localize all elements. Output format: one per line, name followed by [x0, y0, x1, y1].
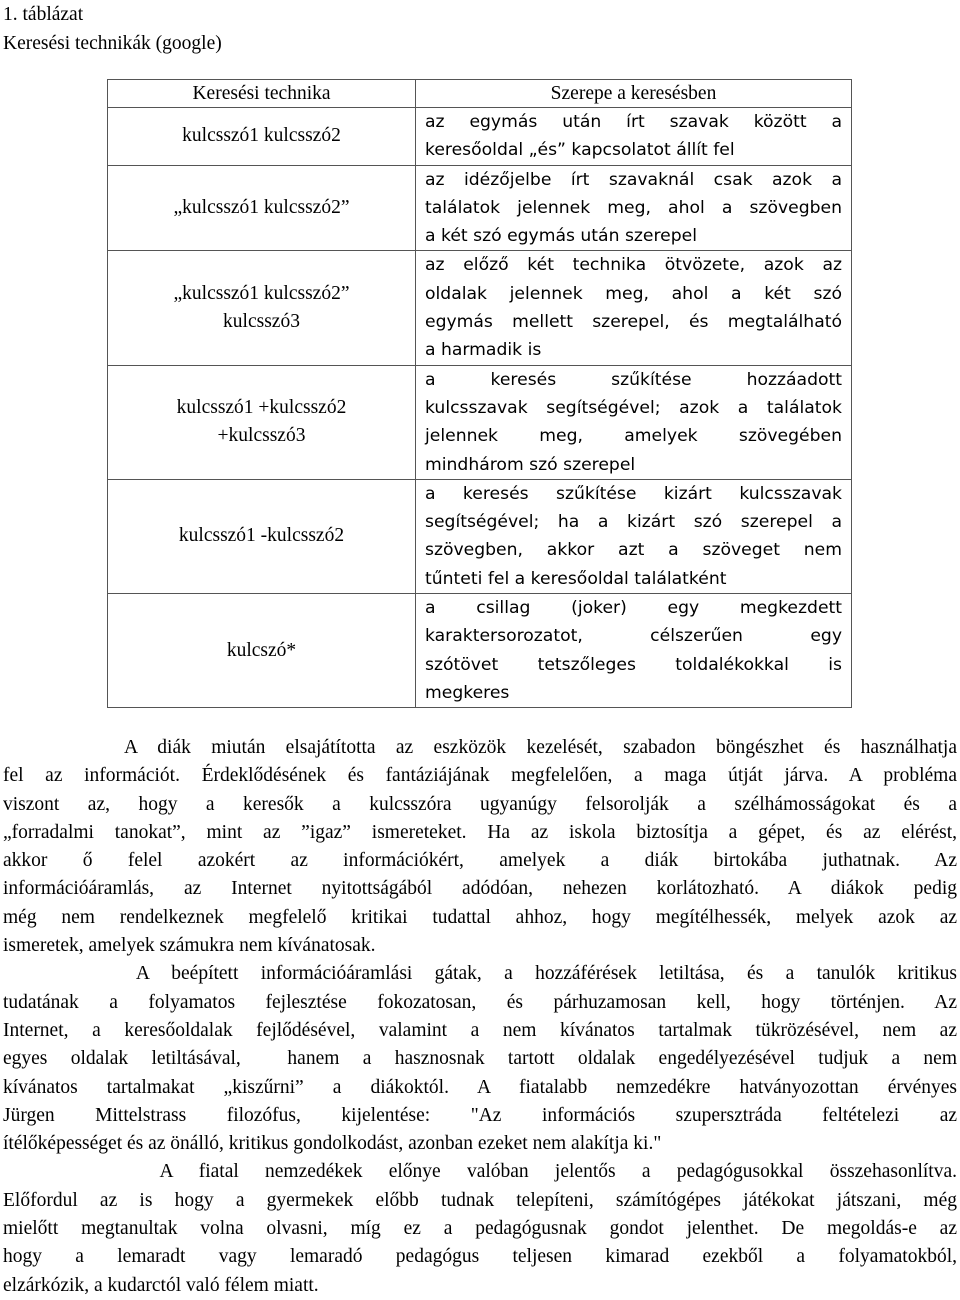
paragraph-line: akkor ő felel azokért az információkért, amelyek a diák birtokába juthatnak. Az — [3, 850, 957, 872]
role-line: az előző két technika ötvözete, azok az — [425, 255, 842, 276]
role-line: szótövet tetszőleges toldalékokkal is — [425, 654, 842, 675]
technique-cell — [108, 165, 416, 251]
technique-cell — [108, 479, 416, 593]
paragraph-line: A fiatal nemzedékek előnye valóban jelentős a pedagógusokkal összehasonlítva. — [3, 1161, 957, 1183]
header-role: Szerepe a keresésben — [416, 80, 852, 108]
role-cell — [416, 251, 852, 365]
body-paragraph — [3, 960, 957, 1158]
role-line: a keresés szűkítése hozzáadott — [425, 369, 842, 390]
paragraph-line: fel az információt. Érdeklődésének és fantáziájának megfelelően, a maga útját járva. A probléma — [3, 765, 957, 787]
paragraph-line: ismeretek, amelyek számukra nem kívánatosak. — [3, 935, 376, 957]
table-body — [108, 108, 852, 708]
role-line: segítségével; ha a kizárt szó szerepel a — [425, 512, 842, 533]
technique-cell — [108, 251, 416, 365]
table-row — [108, 165, 852, 251]
role-line: szövegben, akkor azt a szöveget nem — [425, 540, 842, 561]
body-text — [3, 734, 957, 1300]
role-cell — [416, 479, 852, 593]
caption-number: 1. táblázat — [3, 4, 84, 25]
technique-line: kulcsszó1 +kulcsszó2 — [176, 397, 347, 419]
paragraph-line: viszont az, hogy a keresők a kulcsszóra ugyanúgy felsorolják a szélhámosságokat és a — [3, 793, 957, 815]
paragraph-line: „forradalmi tanokat”, mint az ”igaz” ismereteket. Ha az iskola biztosítja a gépet, és az elérést, — [3, 821, 957, 843]
paragraph-line: A beépített információáramlási gátak, a hozzáférések letiltása, és a tanulók kritikus — [3, 963, 957, 985]
technique-line: kulcsszó3 — [223, 311, 300, 333]
technique-cell — [108, 108, 416, 166]
role-line: a harmadik is — [425, 340, 542, 361]
paragraph-line: Internet, a keresőoldalak fejlődésével, valamint a nem kívánatos tartalmak tükrözésével, nem az — [3, 1019, 957, 1041]
paragraph-line: Jürgen Mittelstrass filozófus, kijelentése: "Az információs szupersztráda feltételezi az — [3, 1104, 957, 1126]
role-line: kulcsszavak segítségével; azok a találatok — [425, 397, 842, 418]
paragraph-line: információáramlás, az Internet nyitottságából adódóan, nehezen korlátozható. A diákok pedig — [3, 878, 957, 900]
role-line: jelennek meg, amelyek szövegében — [425, 426, 842, 447]
paragraph-line: ítélőképességet és az önálló, kritikus gondolkodást, azonban ezeket nem alakítja ki." — [3, 1133, 662, 1155]
role-line: a csillag (joker) egy megkezdett — [425, 598, 842, 619]
role-line: a keresés szűkítése kizárt kulcsszavak — [425, 483, 842, 504]
role-line: tűnteti fel a keresőoldal találatként — [425, 568, 727, 589]
table-header-row — [108, 80, 852, 108]
role-line: találatok jelennek meg, ahol a szövegben — [425, 197, 842, 218]
role-cell — [416, 165, 852, 251]
caption-title: Keresési technikák (google) — [3, 33, 222, 54]
search-techniques-table — [107, 79, 852, 708]
technique-line: „kulcsszó1 kulcsszó2” — [173, 197, 350, 219]
role-line: karaktersorozatot, célszerűen egy — [425, 626, 842, 647]
paragraph-line: egyes oldalak letiltásával, hanem a hasznosnak tartott oldalak engedélyezésével tudjuk a nem — [3, 1048, 957, 1070]
paragraph-line: hogy a lemaradt vagy lemaradó pedagógus teljesen kimarad ezekből a folyamatokból, — [3, 1246, 957, 1268]
technique-line: +kulcsszó3 — [217, 425, 306, 447]
role-line: mindhárom szó szerepel — [425, 454, 636, 475]
paragraph-line: Előfordul az is hogy a gyermekek előbb tudnak telepíteni, számítógépes játékokat játszani, még — [3, 1189, 957, 1211]
technique-line: kulcszó* — [226, 639, 297, 661]
role-line: keresőoldal „és” kapcsolatot állít fel — [425, 140, 735, 161]
header-technique: Keresési technika — [108, 80, 416, 108]
role-line: a két szó egymás után szerepel — [425, 226, 698, 247]
role-line: az idézőjelbe írt szavaknál csak azok a — [425, 169, 842, 190]
role-line: az egymás után írt szavak között a — [425, 112, 842, 132]
table-row — [108, 365, 852, 479]
paragraph-line: kívánatos tartalmakat „kiszűrni” a diákoktól. A fiatalabb nemzedékre hatványozottan érvényes — [3, 1076, 957, 1098]
role-line: oldalak jelennek meg, ahol a két szó — [425, 283, 842, 304]
paragraph-line: még nem rendelkeznek megfelelő kritikai tudattal ahhoz, hogy megítélhessék, melyek azok az — [3, 906, 957, 928]
paragraph-line: elzárkózik, a kudarctól való félem miatt. — [3, 1274, 319, 1296]
role-cell — [416, 365, 852, 479]
table-row — [108, 594, 852, 708]
table-caption — [3, 0, 222, 58]
technique-cell — [108, 365, 416, 479]
technique-line: kulcsszó1 kulcsszó2 — [182, 125, 341, 147]
role-cell — [416, 108, 852, 166]
table-row — [108, 479, 852, 593]
technique-cell — [108, 594, 416, 708]
body-paragraph — [3, 1158, 957, 1299]
paragraph-line: A diák miután elsajátította az eszközök kezelését, szabadon böngészhet és használhatja — [3, 737, 957, 758]
technique-line: „kulcsszó1 kulcsszó2” — [173, 283, 350, 305]
role-line: megkeres — [425, 682, 510, 703]
role-line: egymás mellett szerepel, és megtalálható — [425, 312, 842, 333]
paragraph-line: mielőtt megtanultak volna olvasni, míg ez a pedagógusnak gondot jelenthet. De megoldás-e az — [3, 1218, 957, 1240]
role-cell — [416, 594, 852, 708]
table-row — [108, 108, 852, 166]
paragraph-line: tudatának a folyamatos fejlesztése fokozatosan, és párhuzamosan kell, hogy történjen. Az — [3, 991, 957, 1013]
technique-line: kulcsszó1 -kulcsszó2 — [178, 525, 345, 547]
body-paragraph — [3, 734, 957, 960]
table-row — [108, 251, 852, 365]
